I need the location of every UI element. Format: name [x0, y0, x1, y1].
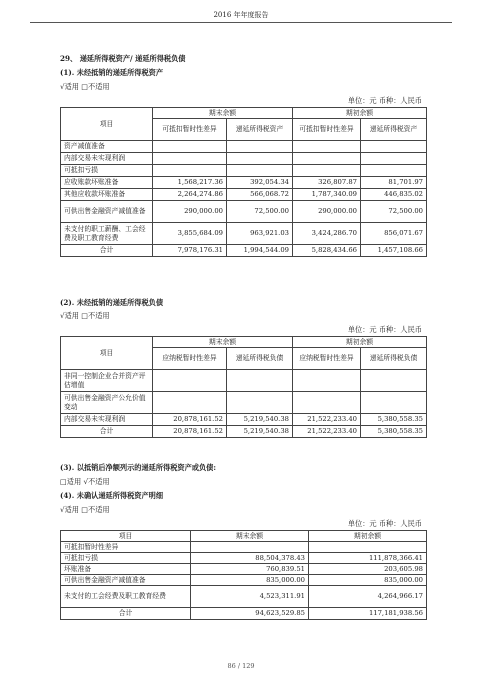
table-row: [61, 141, 427, 153]
cell: 760,839.51: [191, 564, 309, 575]
cell: [293, 370, 361, 392]
cell: 81,701.97: [361, 177, 427, 189]
col-end: 期末余额: [153, 337, 293, 348]
cell: 21,522,233.40: [293, 426, 361, 438]
cell: 1,787,340.09: [293, 189, 361, 201]
cell-item: 资产减值准备: [61, 141, 153, 153]
table-row-total: [61, 608, 427, 620]
page-number: 86 / 129: [227, 662, 255, 670]
cell: [227, 141, 293, 153]
cell-item: 合计: [61, 245, 153, 257]
cell: [309, 542, 427, 553]
s2-title: (2). 未经抵销的递延所得税负债: [60, 298, 164, 307]
col-item: 项目: [61, 337, 153, 370]
s1-unit: 单位：元 币种：人民币: [347, 96, 422, 105]
s4-apply: √适用 □不适用: [60, 505, 110, 514]
cell: 3,424,286.70: [293, 223, 361, 245]
col-begin: 期初余额: [309, 531, 427, 542]
table-row: [61, 564, 427, 575]
cell: 5,828,434.66: [293, 245, 361, 257]
sub-diff: 应纳税暂时性差异: [293, 348, 361, 370]
cell-item: 坏账准备: [61, 564, 191, 575]
cell-item: 可抵扣暂时性差异: [61, 542, 191, 553]
cell: 835,000.00: [309, 575, 427, 586]
col-end: 期末余额: [153, 108, 293, 119]
cell: 392,054.34: [227, 177, 293, 189]
section-29-title: 29、 递延所得税资产/ 递延所得税负债: [60, 54, 186, 63]
table-row: [61, 201, 427, 223]
cell: [227, 370, 293, 392]
cell: 5,219,540.38: [227, 414, 293, 426]
cell: 290,000.00: [293, 201, 361, 223]
cell-item: 合计: [61, 426, 153, 438]
cell: 88,504,378.43: [191, 553, 309, 564]
cell: 94,623,529.85: [191, 608, 309, 620]
cell-item: 应收账款坏账准备: [61, 177, 153, 189]
table-row: [61, 223, 427, 245]
table-row: [61, 553, 427, 564]
cell: [361, 153, 427, 165]
cell-item: 可供出售金融资产减值准备: [61, 575, 191, 586]
cell: [153, 165, 227, 177]
cell: 21,522,233.40: [293, 414, 361, 426]
s3-title: (3). 以抵销后净额列示的递延所得税资产或负债:: [60, 463, 217, 472]
s3-apply: □适用 √不适用: [60, 477, 110, 486]
sub-diff: 应纳税暂时性差异: [153, 348, 227, 370]
cell-item: 可供出售金融资产减值准备: [61, 201, 153, 223]
cell: 326,807.87: [293, 177, 361, 189]
table-row: [61, 153, 427, 165]
cell: 835,000.00: [191, 575, 309, 586]
cell: 111,878,366.41: [309, 553, 427, 564]
sub-asset: 递延所得税资产: [361, 119, 427, 141]
cell: 7,978,176.31: [153, 245, 227, 257]
cell-item: 其他应收款坏账准备: [61, 189, 153, 201]
sub-diff: 可抵扣暂时性差异: [293, 119, 361, 141]
table-row: [61, 392, 427, 414]
cell-item: 可抵扣亏损: [61, 553, 191, 564]
s2-unit: 单位：元 币种：人民币: [347, 325, 422, 334]
cell: 20,878,161.52: [153, 414, 227, 426]
table-deferred-tax-liabilities: [60, 336, 427, 438]
cell: [293, 392, 361, 414]
cell: [361, 370, 427, 392]
table-row: [61, 370, 427, 392]
cell-item: 未支付的职工薪酬、工会经费及职工教育经费: [61, 223, 153, 245]
col-item: 项目: [61, 531, 191, 542]
cell: [293, 141, 361, 153]
cell-item: 未支付的工会经费及职工教育经费: [61, 586, 191, 608]
sub-diff: 可抵扣暂时性差异: [153, 119, 227, 141]
col-begin: 期初余额: [293, 108, 427, 119]
cell: 1,994,544.09: [227, 245, 293, 257]
cell: 72,500.00: [227, 201, 293, 223]
table-row: [61, 575, 427, 586]
cell: 3,855,684.09: [153, 223, 227, 245]
cell: [361, 141, 427, 153]
cell: [153, 153, 227, 165]
col-item: 项目: [61, 108, 153, 141]
cell-item: 可抵扣亏损: [61, 165, 153, 177]
sub-liability: 递延所得税负债: [361, 348, 427, 370]
sub-liability: 递延所得税负债: [227, 348, 293, 370]
header-rule: [30, 22, 452, 23]
cell: [293, 153, 361, 165]
cell: [153, 141, 227, 153]
cell: [153, 392, 227, 414]
cell: 4,264,966.17: [309, 586, 427, 608]
cell: [153, 370, 227, 392]
cell: 290,000.00: [153, 201, 227, 223]
s4-unit: 单位：元 币种：人民币: [347, 519, 422, 528]
cell: [361, 165, 427, 177]
table-row-total: [61, 426, 427, 438]
cell: 203,605.98: [309, 564, 427, 575]
table-row: [61, 165, 427, 177]
table-deferred-tax-assets: [60, 107, 427, 257]
cell: 5,380,558.35: [361, 426, 427, 438]
table-row: [61, 414, 427, 426]
table-row-total: [61, 245, 427, 257]
cell: [361, 392, 427, 414]
table-row: [61, 189, 427, 201]
cell: [227, 392, 293, 414]
cell: 566,068.72: [227, 189, 293, 201]
cell: 5,219,540.38: [227, 426, 293, 438]
table-row: [61, 177, 427, 189]
cell-item: 非同一控制企业合并资产评估增值: [61, 370, 153, 392]
cell: [191, 542, 309, 553]
cell-item: 内部交易未实现利润: [61, 153, 153, 165]
cell: 1,457,108.66: [361, 245, 427, 257]
cell: 20,878,161.52: [153, 426, 227, 438]
cell: 963,921.03: [227, 223, 293, 245]
s1-title: (1). 未经抵销的递延所得税资产: [60, 68, 164, 77]
cell-item: 可供出售金融资产公允价值变动: [61, 392, 153, 414]
cell: 446,835.02: [361, 189, 427, 201]
cell: 4,523,311.91: [191, 586, 309, 608]
cell: 5,380,558.35: [361, 414, 427, 426]
sub-asset: 递延所得税资产: [227, 119, 293, 141]
table-row: [61, 586, 427, 608]
cell-item: 内部交易未实现利润: [61, 414, 153, 426]
cell: [227, 165, 293, 177]
cell: [227, 153, 293, 165]
cell-item: 合计: [61, 608, 191, 620]
s2-apply: √适用 □不适用: [60, 311, 110, 320]
s1-apply: √适用 □不适用: [60, 82, 110, 91]
col-end: 期末余额: [191, 531, 309, 542]
cell: 72,500.00: [361, 201, 427, 223]
cell: 1,568,217.36: [153, 177, 227, 189]
col-begin: 期初余额: [293, 337, 427, 348]
cell: 117,181,938.56: [309, 608, 427, 620]
table-unrecognized-deferred-tax-assets: [60, 530, 427, 620]
s4-title: (4). 未确认递延所得税资产明细: [60, 491, 164, 500]
cell: [293, 165, 361, 177]
cell: 856,071.67: [361, 223, 427, 245]
table-row: [61, 542, 427, 553]
page-header: 2016 年年度报告: [213, 11, 269, 19]
cell: 2,264,274.86: [153, 189, 227, 201]
